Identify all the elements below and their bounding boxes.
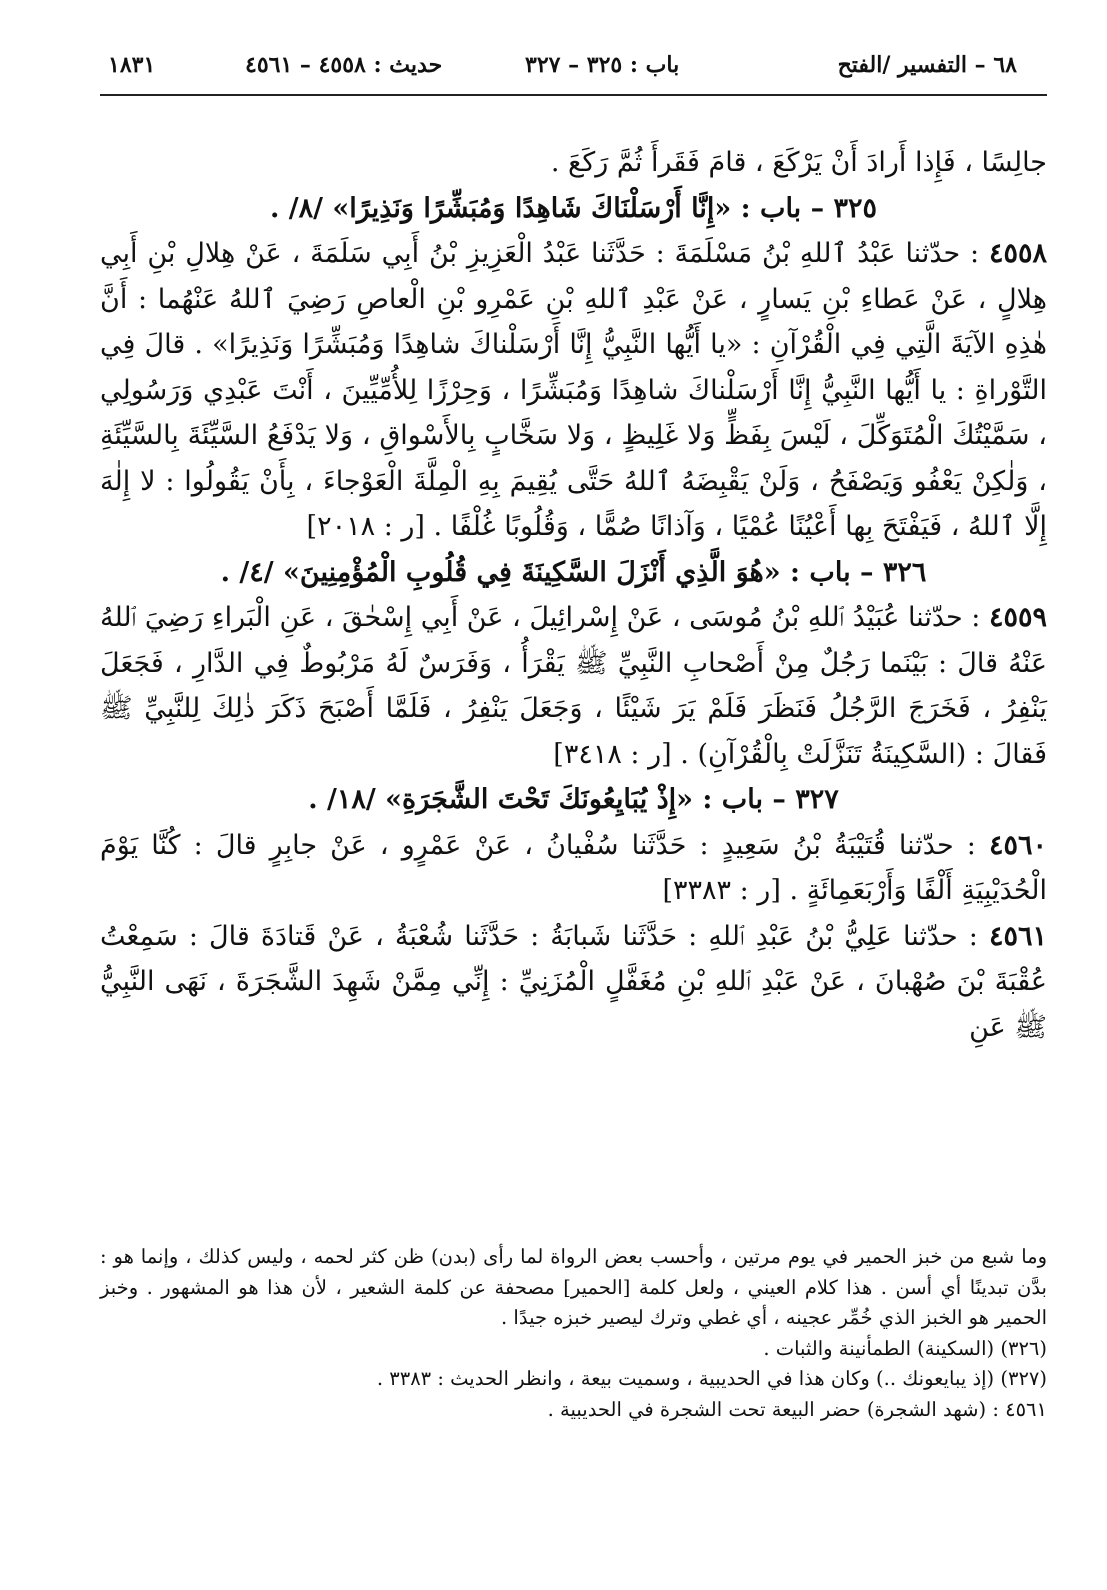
continuation-line: جالِسًا ، فَإِذا أَرادَ أَنْ يَرْكَعَ ، قامَ فَقَرأَ ثُمَّ رَكَعَ . bbox=[550, 147, 1047, 178]
hadith-number: ٤٥٥٩ bbox=[988, 602, 1047, 633]
cross-reference: [ر : ٣٣٨٣] bbox=[662, 875, 781, 906]
hadith-4561 bbox=[100, 914, 1047, 1051]
hadith-text: : حدّثنا عَلِيُّ بْنُ عَبْدِ ٱللهِ : حَدَّثَنا شَبابَةُ : حَدَّثَنا شُعْبَةُ ، عَنْ قَتادَةَ قالَ : سَمِعْتُ عُقْبَةَ بْنَ صُهْبانَ ، عَنْ عَبْدِ ٱللهِ بْنِ مُغَفَّلٍ الْمُزَنِيِّ : إِنِّي مِمَّنْ شَهِدَ الشَّجَرَةَ ، نَهَى النَّبِيُّ ﷺ عَنِ bbox=[100, 920, 1047, 1043]
footnote-326: (٣٢٦) (السكينة) الطمأنينة والثبات . bbox=[763, 1336, 1047, 1360]
hadith-text: : حدّثنا عَبْدُ ٱللهِ بْنُ مَسْلَمَةَ : حَدَّثَنا عَبْدُ الْعَزِيزِ بْنُ أَبِي سَلَمَةَ ، عَنْ هِلالِ بْنِ أَبِي هِلالٍ ، عَنْ عَطاءِ بْنِ يَسارٍ ، عَنْ عَبْدِ ٱللهِ بْنِ عَمْرِو بْنِ الْعاصِ رَضِيَ ٱللهُ عَنْهُما : أَنَّ هٰذِهِ الآيَةَ الَّتِي فِي الْقُرْآنِ : «يا أَيُّها النَّبِيُّ إِنَّا أَرْسَلْناكَ شاهِدًا وَمُبَشِّرًا وَنَذِيرًا» . قالَ فِي التَّوْراةِ : يا أَيُّها النَّبِيُّ إِنَّا أَرْسَلْناكَ شاهِدًا وَمُبَشِّرًا ، وَحِرْزًا لِلأُمِّيِّينَ ، أَنْتَ عَبْدِي وَرَسُولِي ، سَمَّيْتُكَ الْمُتَوَكِّلَ ، لَيْسَ بِفَظٍّ وَلا غَلِيظٍ ، وَلا سَخَّابٍ بِالأَسْواقِ ، وَلا يَدْفَعُ السَّيِّئَةَ بِالسَّيِّئَةِ ، وَلٰكِنْ يَعْفُو وَيَصْفَحُ ، وَلَنْ يَقْبِضَهُ ٱللهُ حَتَّى يُقِيمَ بِهِ الْمِلَّةَ الْعَوْجاءَ ، بِأَنْ يَقُولُوا : لا إِلٰهَ إِلَّا ٱللهُ ، فَيَفْتَحَ بِها أَعْيُنًا عُمْيًا ، وَآذانًا صُمًّا ، وَقُلُوبًا غُلْفًا . bbox=[100, 238, 1047, 542]
chapter-326-heading: ٣٢٦ – باب : «هُوَ الَّذِي أَنْزَلَ السَّكِينَةَ فِي قُلُوبِ الْمُؤْمِنِينَ» /٤/ . bbox=[220, 556, 927, 588]
hadith-number: ٤٥٦١ bbox=[988, 920, 1047, 952]
hadith-text: : حدّثنا عُبَيْدُ ٱللهِ بْنُ مُوسَى ، عَنْ إِسْرائِيلَ ، عَنْ أَبِي إِسْحٰقَ ، عَنِ الْبَراءِ رَضِيَ ٱللهُ عَنْهُ قالَ : بَيْنَما رَجُلٌ مِنْ أَصْحابِ النَّبِيِّ ﷺ يَقْرَأُ ، وَفَرَسٌ لَهُ مَرْبُوطٌ فِي الدَّارِ ، فَجَعَلَ يَنْفِرُ ، فَخَرَجَ الرَّجُلُ فَنَظَرَ فَلَمْ يَرَ شَيْئًا ، وَجَعَلَ يَنْفِرُ ، فَلَمَّا أَصْبَحَ ذَكَرَ ذٰلِكَ لِلنَّبِيِّ ﷺ فَقالَ : (السَّكِينَةُ تَنَزَّلَتْ بِالْقُرْآنِ) . bbox=[100, 602, 1047, 770]
footnotes bbox=[100, 1242, 1047, 1425]
hadith-number: ٤٥٥٨ bbox=[988, 238, 1047, 269]
header-title: ٦٨ – التفسير /الفتح bbox=[837, 52, 1017, 78]
running-header bbox=[100, 50, 1047, 96]
cross-reference: [ر : ٢٠١٨] bbox=[306, 511, 425, 542]
page-number: ١٨٣١ bbox=[108, 52, 156, 78]
chapter-327-heading: ٣٢٧ – باب : «إِذْ يُبَايِعُونَكَ تَحْتَ الشَّجَرَةِ» /١٨/ . bbox=[308, 784, 839, 815]
footnote-continuation: وما شبع من خبز الحمير في يوم مرتين ، وأحسب بعض الرواة لما رأى (بدن) ظن كثر لحمه ، وليس كذلك ، وإنما هو : بدَّن تبدينًا أي أسن . هذا كلام العيني ، ولعل كلمة [الحمير] مصحفة عن كلمة الشعير ، لأن هذا هو المشهور . وخبز الحمير هو الخبز الذي خُمِّر عجينه ، أي غطي وترك ليصير خبزه جيدًا . bbox=[100, 1245, 1047, 1329]
header-hadith-range: حديث : ٤٥٥٨ – ٤٥٦١ bbox=[245, 52, 443, 78]
hadith-4559 bbox=[100, 595, 1047, 777]
footnote-327: (٣٢٧) (إذ يبايعونك ..) وكان هذا في الحديبية ، وسميت بيعة ، وانظر الحديث : ٣٣٨٣ . bbox=[376, 1367, 1047, 1390]
footnote-4561: ٤٥٦١ : (شهد الشجرة) حضر البيعة تحت الشجرة في الحديبية . bbox=[547, 1397, 1047, 1421]
hadith-4560 bbox=[100, 823, 1047, 914]
main-text bbox=[100, 140, 1047, 1050]
cross-reference: [ر : ٣٤١٨] bbox=[553, 738, 672, 770]
hadith-4558 bbox=[100, 231, 1047, 550]
hadith-number: ٤٥٦٠ bbox=[988, 829, 1047, 861]
chapter-325-heading: ٣٢٥ – باب : «إِنَّا أَرْسَلْنَاكَ شَاهِدًا وَمُبَشِّرًا وَنَذِيرًا» /٨/ . bbox=[269, 192, 878, 224]
header-chapter-range: باب : ٣٢٥ – ٣٢٧ bbox=[525, 52, 680, 78]
hadith-text: : حدّثنا قُتَيْبَةُ بْنُ سَعِيدٍ : حَدَّثَنا سُفْيانُ ، عَنْ عَمْرٍو ، عَنْ جابِرٍ قالَ : كُنَّا يَوْمَ الْحُدَيْبِيَةِ أَلْفًا وَأَرْبَعَمِائَةٍ . bbox=[100, 829, 1047, 906]
